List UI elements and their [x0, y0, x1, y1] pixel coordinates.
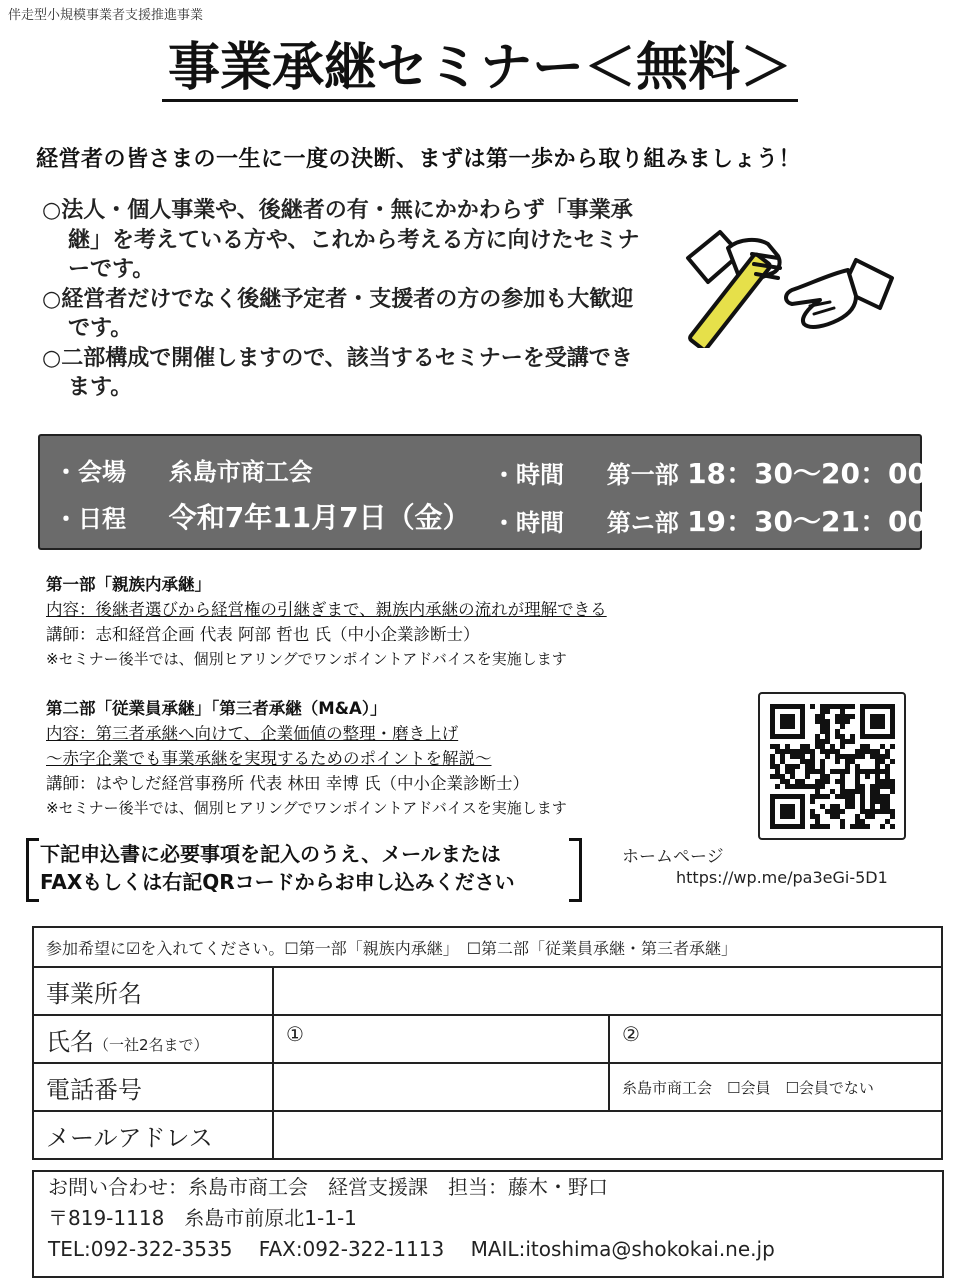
part2-lecturer: 講師：はやしだ経営事務所 代表 林田 幸博 氏（中小企業診断士） [46, 774, 529, 793]
time2-row [492, 500, 927, 540]
part1-note: ※セミナー後半では、個別ヒアリングでワンポイントアドバイスを実施します [46, 650, 567, 668]
apply-line1: 下記申込書に必要事項を記入のうえ、メールまたは [40, 842, 501, 866]
bullet-list [42, 196, 642, 403]
qr-code-graphic[interactable] [760, 694, 904, 838]
time1-part: 第一部 [606, 461, 679, 489]
bracket-left [26, 838, 39, 902]
business-name-label: 事業所名 [33, 967, 273, 1015]
homepage-link[interactable]: https://wp.me/pa3eGi-5D1 [676, 868, 888, 887]
name-note: （一社2名まで） [94, 1035, 209, 1054]
member-status[interactable]: 糸島市商工会 ☐会員 ☐会員でない [609, 1063, 942, 1111]
contact-address: 〒819-1118 糸島市前原北1-1-1 [48, 1206, 357, 1230]
name-field-1[interactable] [273, 1015, 609, 1063]
phone-label: 電話番号 [33, 1063, 273, 1111]
contact-line1: お問い合わせ：糸島市商工会 経営支援課 担当：藤木・野口 [48, 1175, 608, 1199]
part2-section [46, 696, 567, 821]
time1-label: ・時間 [492, 461, 564, 489]
part1-heading: 第一部「親族内承継」 [46, 575, 211, 594]
name-field-2[interactable] [609, 1015, 942, 1063]
time2-part: 第ニ部 [606, 509, 679, 537]
baton-handoff-icon [680, 208, 900, 348]
bullet-item: ○経営者だけでなく後継予定者・支援者の方の参加も大歓迎です。 [42, 286, 634, 341]
time2-value: 19：30〜21：00 [687, 505, 927, 538]
part2-content: 内容：第三者承継へ向けて、企業価値の整理・磨き上げ [46, 724, 459, 743]
part2-heading: 第二部「従業員承継」「第三者承継（M&A）」 [46, 699, 387, 718]
time1-value: 18：30〜20：00 [687, 457, 927, 490]
time1-row [492, 452, 927, 492]
phone-field[interactable] [273, 1063, 609, 1111]
apply-text [40, 840, 515, 896]
name-label: 氏名 [46, 1027, 94, 1056]
part2-note: ※セミナー後半では、個別ヒアリングでワンポイントアドバイスを実施します [46, 799, 567, 817]
bracket-right [569, 838, 582, 902]
contact-box [32, 1170, 944, 1278]
apply-instructions [26, 838, 582, 898]
name-label-cell [33, 1015, 273, 1063]
page-title-wrap [0, 40, 960, 102]
time2-label: ・時間 [492, 509, 564, 537]
homepage-label: ホームページ [622, 847, 724, 867]
header-tag: 伴走型小規模事業者支援推進事業 [8, 8, 204, 23]
page-title: 事業承継セミナー＜無料＞ [162, 40, 798, 102]
contact-phone-fax-mail: TEL:092-322-3535 FAX:092-322-1113 MAIL:itoshima@shokokai.ne.jp [48, 1237, 775, 1261]
date-value: 令和7年11月7日（金） [168, 501, 471, 534]
event-info-box [38, 434, 927, 550]
form-instruction[interactable]: 参加希望に☑を入れてください。☐第一部「親族内承継」 ☐第二部「従業員承継・第三者承継」 [33, 927, 942, 967]
venue-row [54, 452, 313, 487]
date-row [54, 496, 471, 536]
date-label: ・日程 [54, 505, 126, 533]
bullet-item: ○法人・個人事業や、後継者の有・無にかかわらず「事業承継」を考えている方や、これから考える方に向けたセミナーです。 [42, 198, 640, 282]
lead-text: 経営者の皆さまの一生に一度の決断、まずは第一歩から取り組みましょう！ [36, 147, 802, 172]
qr-code-icon[interactable] [758, 692, 906, 840]
email-label: メールアドレス [33, 1111, 273, 1159]
venue-label: ・会場 [54, 458, 126, 486]
apply-line2: FAXもしくは右記QRコードからお申し込みください [40, 870, 515, 894]
email-field[interactable] [273, 1111, 942, 1159]
application-form [32, 926, 943, 1160]
part1-section [46, 572, 607, 672]
part1-lecturer: 講師：志和経営企画 代表 阿部 哲也 氏（中小企業診断士） [46, 625, 480, 644]
name-slot-2: ② [622, 1022, 640, 1046]
part1-content: 内容：後継者選びから経営権の引継ぎまで、親族内承継の流れが理解できる [46, 600, 607, 619]
bullet-item: ○二部構成で開催しますので、該当するセミナーを受講できます。 [42, 345, 633, 400]
business-name-field[interactable] [273, 967, 942, 1015]
name-slot-1: ① [286, 1022, 304, 1046]
part2-subtitle: 〜赤字企業でも事業承継を実現するためのポイントを解説〜 [46, 749, 492, 768]
venue-value: 糸島市商工会 [168, 458, 313, 486]
